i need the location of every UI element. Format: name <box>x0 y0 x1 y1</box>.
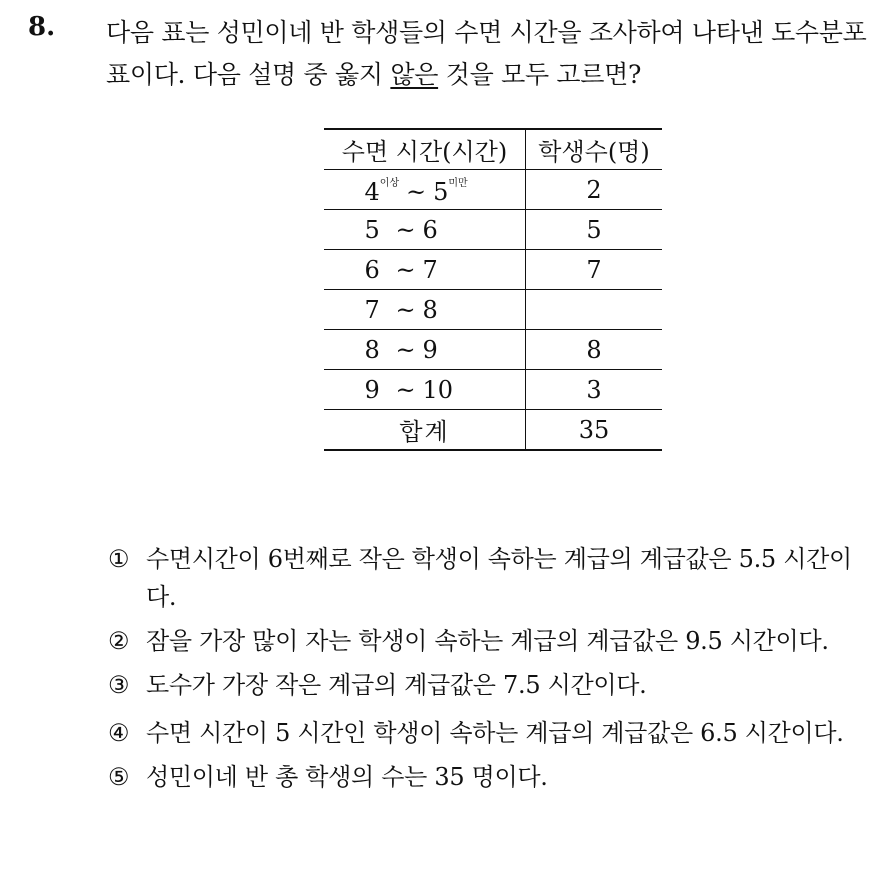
header-student-count: 학생수(명) <box>526 129 663 170</box>
table-row <box>324 370 662 410</box>
total-label: 합계 <box>324 410 526 451</box>
header-sleep-time: 수면 시간(시간) <box>324 129 526 170</box>
table-row <box>324 170 662 210</box>
choice-text: 수면시간이 6번째로 작은 학생이 속하는 계급의 계급값은 5.5 시간이다. <box>146 545 852 611</box>
question-part1: 다음 표는 성민이네 반 학생들의 수면 시간을 조사하여 나타낸 도수분포표이다. 다음 설명 중 옳지 <box>106 18 867 89</box>
class-interval-cell <box>324 290 526 330</box>
tilde: ~ <box>395 295 416 324</box>
class-interval-cell <box>324 370 526 410</box>
frequency-cell: 3 <box>526 370 663 410</box>
choice-text: 수면 시간이 5 시간인 학생이 속하는 계급의 계급값은 6.5 시간이다. <box>146 719 844 747</box>
table-row <box>324 290 662 330</box>
choice-number: ① <box>108 545 130 573</box>
tilde: ~ <box>406 177 427 206</box>
frequency-cell-blank <box>526 290 663 330</box>
table-row <box>324 210 662 250</box>
frequency-cell: 2 <box>526 170 663 210</box>
choice-1[interactable] <box>108 540 868 616</box>
choice-5[interactable] <box>108 758 868 796</box>
interval-upper: 7 <box>422 255 438 284</box>
tilde: ~ <box>395 335 416 364</box>
interval-lower: 9 <box>364 375 380 404</box>
tilde: ~ <box>395 255 416 284</box>
answer-choices <box>108 540 868 802</box>
choice-number: ③ <box>108 671 130 699</box>
class-interval-cell <box>324 170 526 210</box>
choice-3[interactable] <box>108 666 868 704</box>
class-interval <box>365 336 485 364</box>
frequency-cell: 7 <box>526 250 663 290</box>
interval-upper-note: 미만 <box>448 177 468 189</box>
table-row <box>324 330 662 370</box>
interval-lower: 5 <box>364 215 380 244</box>
class-interval-cell <box>324 250 526 290</box>
interval-lower-note: 이상 <box>379 177 400 189</box>
choice-2[interactable] <box>108 622 868 660</box>
table-total-row <box>324 410 662 451</box>
interval-lower: 6 <box>364 255 380 284</box>
interval-upper: 6 <box>422 215 438 244</box>
frequency-cell: 5 <box>526 210 663 250</box>
frequency-cell: 8 <box>526 330 663 370</box>
class-interval <box>365 174 485 206</box>
interval-upper: 9 <box>422 335 438 364</box>
total-value: 35 <box>526 410 663 451</box>
table-row <box>324 250 662 290</box>
class-interval <box>365 376 485 404</box>
class-interval <box>365 256 485 284</box>
class-interval-cell <box>324 210 526 250</box>
choice-text: 도수가 가장 작은 계급의 계급값은 7.5 시간이다. <box>146 671 647 699</box>
choice-4[interactable] <box>108 714 868 752</box>
choice-text: 성민이네 반 총 학생의 수는 35 명이다. <box>146 763 548 791</box>
interval-lower: 4 <box>364 177 380 206</box>
problem-number: 8. <box>28 12 56 42</box>
choice-number: ⑤ <box>108 763 130 791</box>
tilde: ~ <box>395 215 416 244</box>
interval-upper: 5 <box>433 177 449 206</box>
interval-lower: 8 <box>364 335 380 364</box>
class-interval-cell <box>324 330 526 370</box>
interval-upper: 8 <box>422 295 438 324</box>
interval-upper: 10 <box>422 375 454 404</box>
frequency-table <box>324 128 662 451</box>
class-interval <box>365 216 485 244</box>
choice-text: 잠을 가장 많이 자는 학생이 속하는 계급의 계급값은 9.5 시간이다. <box>146 627 829 655</box>
table-header-row <box>324 129 662 170</box>
class-interval <box>365 296 485 324</box>
tilde: ~ <box>395 375 416 404</box>
question-text <box>106 12 876 96</box>
choice-number: ④ <box>108 719 130 747</box>
choice-number: ② <box>108 627 130 655</box>
interval-lower: 7 <box>364 295 380 324</box>
question-underlined-word: 않은 <box>390 60 439 89</box>
question-part2: 것을 모두 고르면? <box>438 60 642 89</box>
